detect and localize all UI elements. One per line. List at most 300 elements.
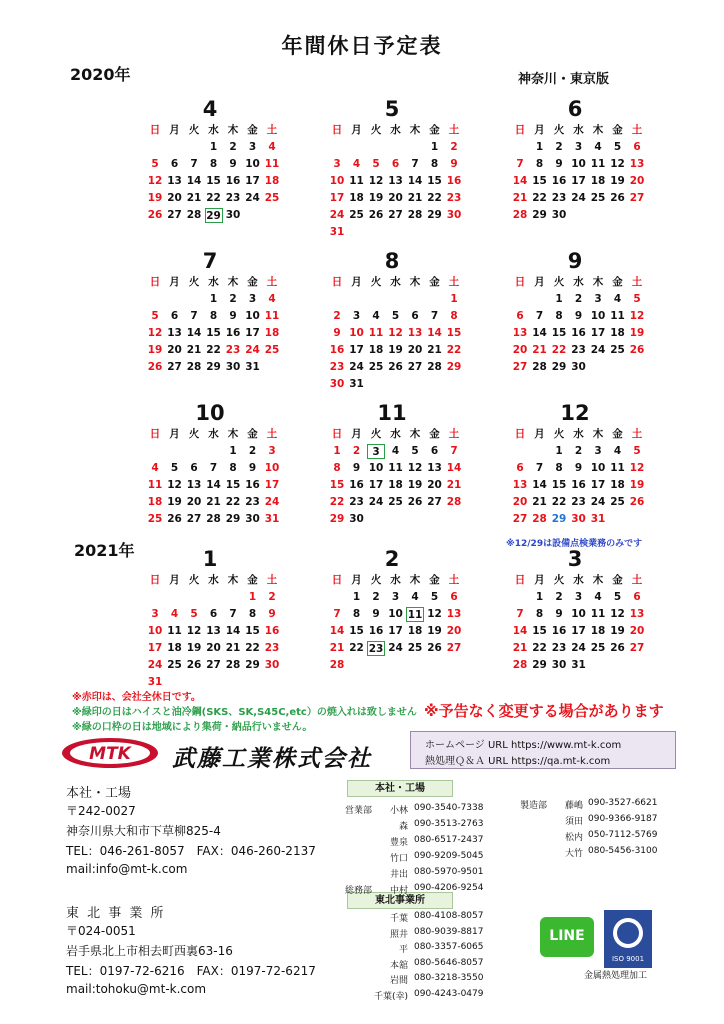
day-cell: 18	[610, 479, 625, 491]
weekday-header: 月	[534, 124, 545, 136]
day-cell: 27	[427, 496, 442, 508]
day-cell: 8	[333, 462, 341, 474]
day-cell: 28	[206, 513, 221, 525]
month-name: 3	[567, 547, 583, 571]
day-cell: 22	[427, 192, 442, 204]
month-name: 2	[384, 547, 400, 571]
day-cell: 30	[349, 513, 364, 525]
weekday-header: 火	[188, 428, 200, 440]
day-cell: 28	[225, 659, 241, 671]
empty-cell	[387, 292, 405, 307]
empty-cell	[146, 444, 164, 459]
day-cell: 11	[388, 462, 403, 474]
day-cell: 1	[209, 293, 218, 305]
day-cell: 9	[333, 327, 341, 339]
day-cell: 14	[427, 327, 442, 339]
empty-cell	[205, 590, 223, 605]
day-cell: 12	[629, 462, 645, 474]
weekday-header: 日	[149, 276, 161, 288]
day-cell: 22	[206, 192, 221, 204]
day-cell: 24	[245, 344, 260, 356]
day-cell: 4	[594, 591, 602, 603]
day-cell: 14	[407, 175, 423, 187]
day-cell: 10	[147, 625, 163, 637]
day-cell: 16	[551, 175, 567, 187]
contact-tel: 090-3540-7338	[414, 803, 484, 813]
day-cell: 18	[407, 625, 423, 637]
day-cell: 6	[450, 591, 458, 603]
month-name: 7	[202, 249, 218, 273]
month-11	[322, 401, 462, 529]
day-cell: 2	[229, 141, 237, 153]
weekday-header: 金	[612, 574, 623, 586]
month-5	[322, 97, 462, 242]
contact-name: 須田	[564, 817, 583, 827]
day-cell: 31	[349, 378, 364, 390]
day-cell: 13	[512, 327, 528, 339]
day-cell: 21	[446, 479, 462, 491]
day-cell: 4	[594, 141, 602, 153]
day-cell: 27	[446, 642, 462, 654]
day-cell: 15	[225, 479, 241, 491]
day-cell: 18	[590, 175, 606, 187]
day-cell: 26	[427, 642, 442, 654]
day-cell: 30	[551, 209, 567, 221]
weekday-header: 金	[429, 428, 440, 440]
weekday-header: 月	[534, 428, 545, 440]
day-cell: 17	[571, 625, 586, 637]
empty-cell	[166, 590, 184, 605]
weekday-header: 金	[247, 124, 258, 136]
day-cell: 26	[610, 642, 625, 654]
day-cell: 4	[372, 310, 380, 322]
day-cell: 23	[551, 192, 567, 204]
day-cell: 17	[590, 479, 606, 491]
day-cell: 3	[248, 141, 257, 153]
contact-dept: 製造部	[520, 801, 548, 811]
empty-cell	[146, 292, 164, 307]
day-cell: 2	[372, 591, 380, 603]
tohoku-mail[interactable]: mail:tohoku@mt-k.com	[66, 982, 207, 996]
weekday-header: 月	[534, 574, 545, 586]
qa-link[interactable]: 熱処理Ｑ＆Ａ URL https://qa.mt-k.com	[425, 756, 611, 767]
weekday-header: 火	[553, 124, 565, 136]
day-cell: 4	[352, 158, 361, 170]
day-cell: 4	[613, 293, 622, 305]
empty-cell	[511, 590, 529, 605]
day-cell: 12	[427, 608, 442, 620]
day-cell: 9	[574, 310, 583, 322]
month-9	[505, 249, 645, 377]
hq-zip: 〒242-0027	[66, 804, 136, 818]
day-cell: 28	[512, 659, 528, 671]
day-cell: 2	[333, 310, 341, 322]
weekday-header: 土	[631, 276, 643, 288]
weekday-header: 日	[514, 124, 526, 136]
weekday-header: 火	[188, 574, 200, 586]
day-cell: 22	[245, 642, 260, 654]
weekday-header: 木	[592, 428, 604, 440]
day-cell: 4	[170, 608, 179, 620]
day-cell: 22	[225, 496, 241, 508]
day-cell: 12	[610, 158, 625, 170]
weekday-header: 木	[592, 574, 604, 586]
contact-tel: 080-3357-6065	[414, 942, 484, 952]
day-cell: 3	[268, 445, 276, 457]
day-cell: 11	[264, 158, 280, 170]
empty-cell	[406, 140, 424, 155]
weekday-header: 土	[631, 574, 643, 586]
day-cell: 1	[248, 591, 257, 603]
day-cell: 22	[206, 344, 221, 356]
empty-cell	[348, 292, 366, 307]
empty-cell	[166, 292, 184, 307]
day-cell: 18	[368, 344, 384, 356]
day-cell: 20	[629, 175, 645, 187]
contact-name: 藤嶋	[564, 801, 583, 811]
contact-name: 松内	[564, 833, 583, 843]
day-cell: 11	[368, 327, 384, 339]
hq-tel: TEL：046-261-8057 FAX：046-260-2137	[66, 844, 316, 858]
day-cell: 19	[629, 327, 645, 339]
empty-cell	[367, 140, 385, 155]
day-cell: 18	[388, 479, 403, 491]
weekday-header: 木	[409, 428, 421, 440]
day-cell: 24	[245, 192, 260, 204]
day-cell: 5	[391, 310, 400, 322]
contact-tel: 050-7112-5769	[588, 830, 658, 840]
day-cell: 13	[388, 175, 403, 187]
hq-title: 本社・工場	[66, 786, 132, 801]
day-cell: 16	[225, 327, 241, 339]
day-cell: 28	[446, 496, 462, 508]
day-cell: 9	[229, 158, 237, 170]
year-label-2021: 2021年	[74, 541, 135, 560]
weekday-header: 金	[612, 276, 623, 288]
weekday-header: 水	[390, 276, 401, 288]
day-cell: 5	[151, 310, 159, 322]
day-cell: 23	[225, 192, 241, 204]
day-cell: 8	[229, 462, 237, 474]
day-cell: 29	[551, 513, 567, 525]
day-cell: 11	[349, 175, 364, 187]
weekday-header: 水	[208, 428, 219, 440]
day-cell: 30	[245, 513, 260, 525]
day-cell: 10	[590, 310, 606, 322]
weekday-header: 月	[169, 574, 180, 586]
day-cell: 1	[535, 141, 544, 153]
day-cell: 24	[571, 642, 586, 654]
day-cell: 7	[516, 608, 524, 620]
day-cell: 29	[532, 659, 547, 671]
weekday-header: 水	[208, 276, 219, 288]
day-cell: 15	[206, 327, 221, 339]
weekday-header: 土	[266, 574, 278, 586]
day-cell: 15	[551, 327, 567, 339]
empty-cell	[185, 140, 203, 155]
weekday-header: 土	[448, 428, 460, 440]
day-cell: 2	[248, 445, 257, 457]
day-cell: 9	[352, 462, 361, 474]
svg-text:ISO 9001: ISO 9001	[611, 955, 645, 963]
day-cell: 23	[264, 642, 280, 654]
weekday-header: 木	[409, 124, 421, 136]
day-cell: 1	[555, 445, 563, 457]
weekday-header: 月	[351, 574, 362, 586]
day-cell: 5	[190, 608, 198, 620]
day-cell: 11	[147, 479, 163, 491]
month-2	[322, 547, 462, 675]
day-cell: 21	[206, 496, 221, 508]
day-cell: 7	[411, 158, 419, 170]
day-cell: 3	[574, 141, 583, 153]
month-name: 8	[384, 249, 400, 273]
day-cell: 19	[368, 192, 384, 204]
day-cell: 21	[186, 192, 202, 204]
day-cell: 28	[512, 209, 528, 221]
weekday-header: 金	[247, 428, 258, 440]
day-cell: 26	[147, 361, 163, 373]
day-cell: 24	[147, 659, 163, 671]
contact-dept: 総務部	[345, 886, 373, 896]
contact-tel: 080-5646-8057	[414, 957, 484, 968]
day-cell: 8	[555, 310, 563, 322]
day-cell: 26	[147, 209, 163, 221]
day-cell: 16	[571, 479, 586, 491]
empty-cell	[328, 292, 346, 307]
day-cell: 2	[268, 591, 276, 603]
day-cell: 5	[430, 591, 439, 603]
weekday-header: 金	[429, 124, 440, 136]
day-cell: 15	[446, 327, 462, 339]
day-cell: 22	[551, 496, 567, 508]
day-cell: 26	[186, 659, 202, 671]
day-cell: 15	[329, 479, 345, 491]
day-cell: 27	[206, 659, 221, 671]
empty-cell	[166, 444, 184, 459]
day-cell: 15	[245, 625, 260, 637]
day-cell: 9	[555, 158, 563, 170]
day-cell: 16	[264, 625, 280, 637]
day-cell: 9	[574, 462, 583, 474]
contact-tel: 080-5970-9501	[414, 867, 484, 877]
day-cell: 27	[512, 513, 528, 525]
day-cell: 17	[349, 344, 364, 356]
day-cell: 20	[186, 496, 202, 508]
month-name: 4	[202, 97, 218, 121]
day-cell: 28	[427, 361, 442, 373]
empty-cell	[185, 444, 203, 459]
weekday-header: 土	[631, 124, 643, 136]
day-cell: 21	[532, 496, 547, 508]
day-cell: 25	[264, 192, 280, 204]
day-cell: 26	[629, 344, 645, 356]
day-cell: 18	[264, 327, 280, 339]
day-cell: 28	[186, 361, 202, 373]
day-cell: 24	[590, 496, 606, 508]
weekday-header: 金	[247, 276, 258, 288]
day-cell: 22	[349, 642, 364, 654]
weekday-header: 土	[448, 276, 460, 288]
day-cell: 28	[407, 209, 423, 221]
month-6	[505, 97, 645, 225]
weekday-header: 金	[612, 124, 623, 136]
day-cell: 25	[368, 361, 384, 373]
weekday-header: 月	[351, 124, 362, 136]
day-cell: 24	[329, 209, 345, 221]
company-name: 武藤工業株式会社	[172, 746, 372, 772]
day-cell: 1	[430, 141, 439, 153]
day-cell: 14	[186, 327, 202, 339]
day-cell: 10	[245, 158, 260, 170]
day-cell: 25	[147, 513, 163, 525]
day-cell: 30	[264, 659, 280, 671]
day-cell: 7	[535, 462, 544, 474]
day-cell: 13	[167, 327, 182, 339]
weekday-header: 水	[390, 124, 401, 136]
day-cell: 23	[245, 496, 260, 508]
section-hq: 本社・工場	[347, 780, 453, 797]
hq-address: 神奈川県大和市下草柳825-4	[66, 824, 221, 838]
tohoku-address: 岩手県北上市相去町西裏63-16	[66, 944, 233, 958]
day-cell: 1	[229, 445, 237, 457]
weekday-header: 火	[553, 276, 565, 288]
day-cell: 16	[368, 625, 384, 637]
day-cell: 9	[268, 608, 276, 620]
day-cell: 16	[551, 625, 567, 637]
day-cell: 13	[629, 608, 645, 620]
day-cell: 9	[450, 158, 458, 170]
contact-name: 小林	[389, 806, 408, 816]
day-cell: 29	[446, 361, 462, 373]
day-cell: 17	[245, 327, 260, 339]
day-cell: 30	[571, 361, 586, 373]
day-cell: 25	[407, 642, 423, 654]
empty-cell	[146, 140, 164, 155]
month-8	[322, 249, 462, 394]
weekday-header: 土	[266, 124, 278, 136]
day-cell: 6	[633, 141, 641, 153]
weekday-header: 火	[188, 124, 200, 136]
line-logo-icon[interactable]: LINE	[540, 917, 594, 957]
contact-name: 井出	[389, 870, 408, 880]
mtk-logo-icon	[60, 736, 160, 770]
empty-cell	[205, 444, 223, 459]
day-cell: 19	[186, 642, 202, 654]
day-cell: 26	[167, 513, 182, 525]
hq-mail[interactable]: mail:info@mt-k.com	[66, 862, 188, 876]
day-cell: 21	[512, 192, 528, 204]
day-cell: 29	[206, 210, 221, 222]
day-cell: 30	[571, 513, 586, 525]
empty-cell	[328, 140, 346, 155]
day-cell: 1	[535, 591, 544, 603]
day-cell: 27	[407, 361, 423, 373]
day-cell: 20	[388, 192, 403, 204]
page-title: 年間休日予定表	[281, 34, 443, 58]
contact-tel: 080-3218-3550	[414, 973, 484, 983]
weekday-header: 日	[514, 574, 526, 586]
day-cell: 8	[248, 608, 257, 620]
day-cell: 16	[329, 344, 345, 356]
contact-name: 岩間	[389, 976, 408, 986]
homepage-link[interactable]: ホームページ URL https://www.mt-k.com	[425, 740, 622, 751]
day-cell: 8	[352, 608, 361, 620]
day-cell: 25	[610, 496, 625, 508]
day-cell: 29	[206, 361, 221, 373]
empty-cell	[511, 292, 529, 307]
month-4	[140, 97, 280, 225]
empty-cell	[146, 590, 164, 605]
day-cell: 19	[407, 479, 423, 491]
contact-name: 平	[398, 945, 408, 955]
day-cell: 10	[571, 158, 586, 170]
day-cell: 22	[329, 496, 345, 508]
contact-name: 中村	[389, 886, 408, 896]
day-cell: 11	[590, 158, 606, 170]
day-cell: 25	[590, 192, 606, 204]
day-cell: 10	[571, 608, 586, 620]
day-cell: 13	[446, 608, 462, 620]
day-cell: 20	[512, 496, 528, 508]
contact-name: 本舘	[389, 960, 408, 971]
empty-cell	[426, 292, 444, 307]
day-cell: 13	[629, 158, 645, 170]
month-name: 12	[560, 401, 590, 425]
day-cell: 26	[407, 496, 423, 508]
day-cell: 2	[555, 141, 563, 153]
day-cell: 10	[349, 327, 364, 339]
day-cell: 8	[430, 158, 439, 170]
day-cell: 17	[590, 327, 606, 339]
day-cell: 21	[512, 642, 528, 654]
day-cell: 3	[352, 310, 361, 322]
url-box	[410, 731, 676, 769]
day-cell: 5	[633, 445, 641, 457]
weekday-header: 木	[227, 574, 239, 586]
day-cell: 26	[629, 496, 645, 508]
day-cell: 6	[411, 310, 419, 322]
empty-cell	[406, 292, 424, 307]
day-cell: 24	[368, 496, 384, 508]
weekday-header: 日	[514, 428, 526, 440]
day-cell: 30	[329, 378, 345, 390]
day-cell: 9	[248, 462, 257, 474]
weekday-header: 火	[553, 428, 565, 440]
day-cell: 14	[329, 625, 345, 637]
day-cell: 14	[512, 175, 528, 187]
day-cell: 16	[245, 479, 260, 491]
day-cell: 21	[427, 344, 442, 356]
day-cell: 16	[571, 327, 586, 339]
month-name: 9	[567, 249, 583, 273]
day-cell: 24	[590, 344, 606, 356]
day-cell: 3	[594, 293, 602, 305]
day-cell: 27	[167, 209, 182, 221]
weekday-header: 木	[227, 124, 239, 136]
day-cell: 6	[209, 608, 218, 620]
day-cell: 20	[629, 625, 645, 637]
contact-tel: 080-6517-2437	[414, 835, 484, 845]
month-1	[140, 547, 280, 692]
day-cell: 16	[225, 175, 241, 187]
day-cell: 11	[610, 462, 625, 474]
day-cell: 12	[147, 175, 163, 187]
day-cell: 1	[450, 293, 458, 305]
weekday-header: 木	[227, 428, 239, 440]
day-cell: 7	[516, 158, 524, 170]
day-cell: 3	[391, 591, 400, 603]
